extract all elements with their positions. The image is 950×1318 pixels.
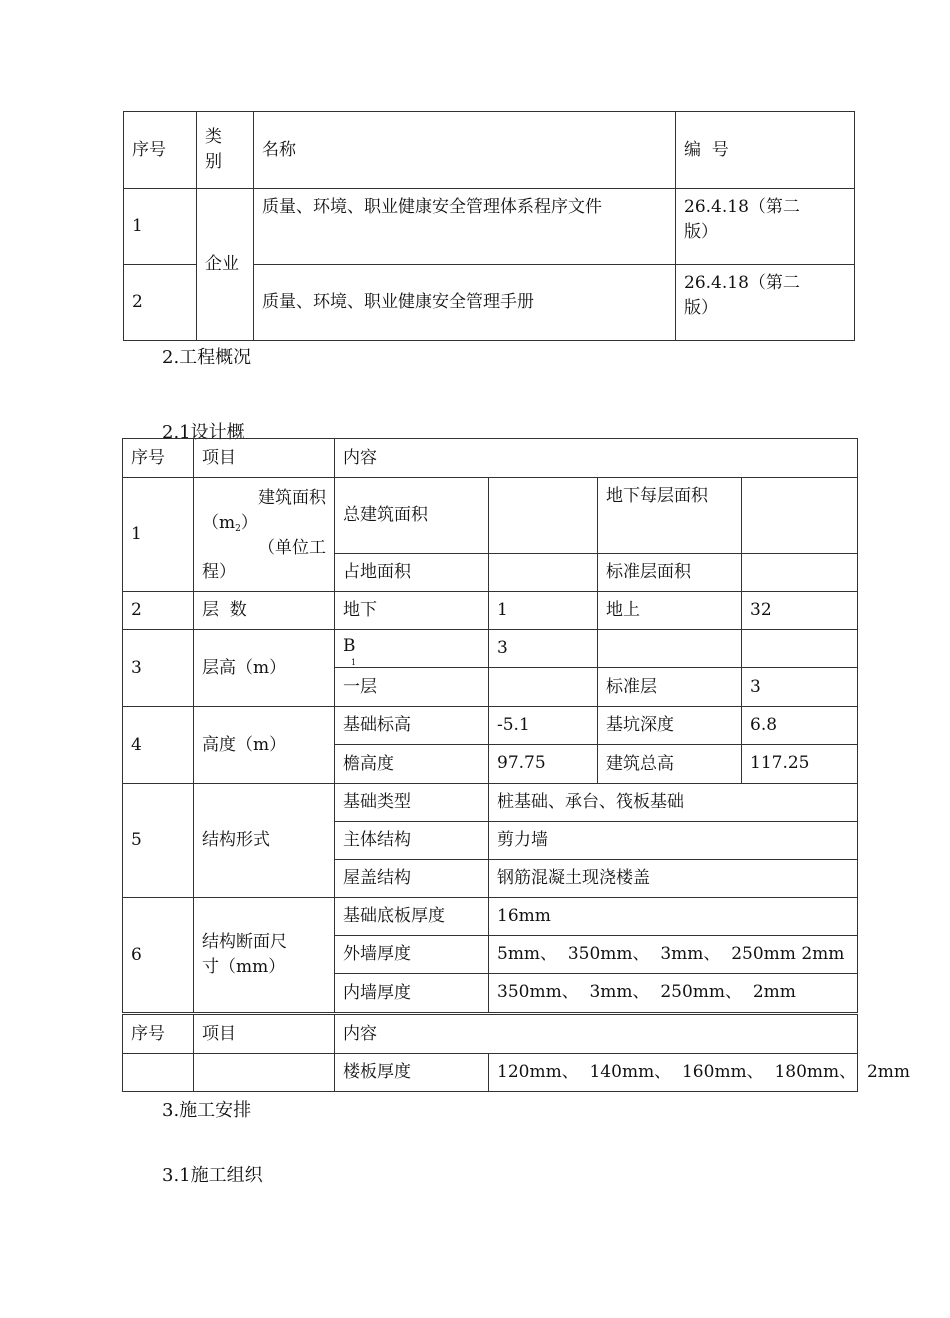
b1-text: B [343, 636, 356, 656]
cell-label: 楼板厚度 [335, 1054, 489, 1092]
cell-value: 5mm、 350mm、 3mm、 250mm 2mm [489, 936, 858, 974]
table2-item: 结构形式 [194, 784, 335, 898]
cell-label: 一层 [335, 668, 489, 707]
item-unit-text: （m [202, 512, 236, 533]
table1-category-cell: 企业 [197, 189, 254, 341]
table1-header-category: 类 别 [197, 112, 254, 189]
cell-value: 钢筋混凝土现浇楼盖 [489, 860, 858, 898]
cell-value: 120mm、 140mm、 160mm、 180mm、 2mm [489, 1054, 858, 1092]
table1-row-no: 1 [124, 189, 197, 265]
cell-value: 117.25 [742, 745, 858, 784]
cell-label: 基础标高 [335, 707, 489, 745]
item-unit-close: ） [240, 512, 258, 533]
table2-row-no: 1 [123, 478, 194, 592]
cell-empty [194, 1054, 335, 1092]
table2-item: 结构断面尺 寸（mm） [194, 898, 335, 1013]
section-heading: 3.施工安排 [162, 1100, 252, 1121]
cell-label-b1 [335, 630, 489, 668]
cell-value: 3 [489, 630, 598, 668]
item-text: 程） [202, 562, 236, 583]
cell-value: 3 [742, 668, 858, 707]
table3-header-content: 内容 [335, 1015, 858, 1054]
table1-header-name: 名称 [254, 112, 676, 189]
cell-label: 屋盖结构 [335, 860, 489, 898]
cell-value: 32 [742, 592, 858, 630]
cell-value [742, 554, 858, 592]
cell-empty [123, 1054, 194, 1092]
cell-label: 地下 [335, 592, 489, 630]
cell-label: 地上 [598, 592, 742, 630]
table2-row-no: 3 [123, 630, 194, 707]
table2-header-item: 项目 [194, 439, 335, 478]
table1-row-code: 26.4.18（第二 版） [676, 189, 855, 265]
table2-header-no: 序号 [123, 439, 194, 478]
section-heading: 3.1施工组织 [162, 1165, 263, 1186]
item-unit [202, 511, 326, 536]
table2-row-no: 4 [123, 707, 194, 784]
document-table-2 [122, 438, 858, 1013]
cell-label: 外墙厚度 [335, 936, 489, 974]
table2-header-content: 内容 [335, 439, 858, 478]
item-text: （单位工 [258, 537, 326, 558]
cell-value: 16mm [489, 898, 858, 936]
cell-empty [598, 630, 742, 668]
document-table-3 [122, 1014, 911, 1092]
cell-label: 总建筑面积 [335, 478, 489, 554]
cell-value: 6.8 [742, 707, 858, 745]
cell-value: 桩基础、承台、筏板基础 [489, 784, 858, 822]
section-heading: 2.1设计概 [162, 422, 245, 443]
cell-value: -5.1 [489, 707, 598, 745]
table2-row-no: 6 [123, 898, 194, 1013]
cell-label: 标准层 [598, 668, 742, 707]
document-table-1 [123, 111, 855, 341]
table3-header-no: 序号 [123, 1015, 194, 1054]
cell-value: 剪力墙 [489, 822, 858, 860]
cell-value [742, 478, 858, 554]
table1-header-no: 序号 [124, 112, 197, 189]
cell-value [489, 668, 598, 707]
cell-label: 基础类型 [335, 784, 489, 822]
table1-row-code: 26.4.18（第二 版） [676, 265, 855, 341]
table2-item: 高度（m） [194, 707, 335, 784]
cell-value: 1 [489, 592, 598, 630]
cell-value [489, 554, 598, 592]
cell-label: 标准层面积 [598, 554, 742, 592]
table1-row-name: 质量、环境、职业健康安全管理体系程序文件 [254, 189, 676, 265]
table3-header-item: 项目 [194, 1015, 335, 1054]
cell-value [489, 478, 598, 554]
cell-value: 97.75 [489, 745, 598, 784]
cell-label: 占地面积 [335, 554, 489, 592]
cell-label: 建筑总高 [598, 745, 742, 784]
cell-label: 地下每层面积 [598, 478, 742, 554]
cell-label: 檐高度 [335, 745, 489, 784]
b1-sub: 1 [351, 657, 357, 667]
table2-item-building-area [194, 478, 335, 592]
cell-label: 基础底板厚度 [335, 898, 489, 936]
table2-row-no: 2 [123, 592, 194, 630]
table1-header-code: 编 号 [676, 112, 855, 189]
table1-row-name: 质量、环境、职业健康安全管理手册 [254, 265, 676, 341]
item-unit-sub: 2 [235, 523, 241, 534]
cell-empty [742, 630, 858, 668]
table2-item: 层 数 [194, 592, 335, 630]
cell-label: 基坑深度 [598, 707, 742, 745]
cell-label: 内墙厚度 [335, 974, 489, 1013]
table2-row-no: 5 [123, 784, 194, 898]
cell-value: 350mm、 3mm、 250mm、 2mm [489, 974, 858, 1013]
section-heading: 2.工程概况 [162, 347, 252, 368]
table2-item: 层高（m） [194, 630, 335, 707]
cell-label: 主体结构 [335, 822, 489, 860]
table1-row-no: 2 [124, 265, 197, 341]
item-text: 建筑面积 [258, 488, 326, 509]
